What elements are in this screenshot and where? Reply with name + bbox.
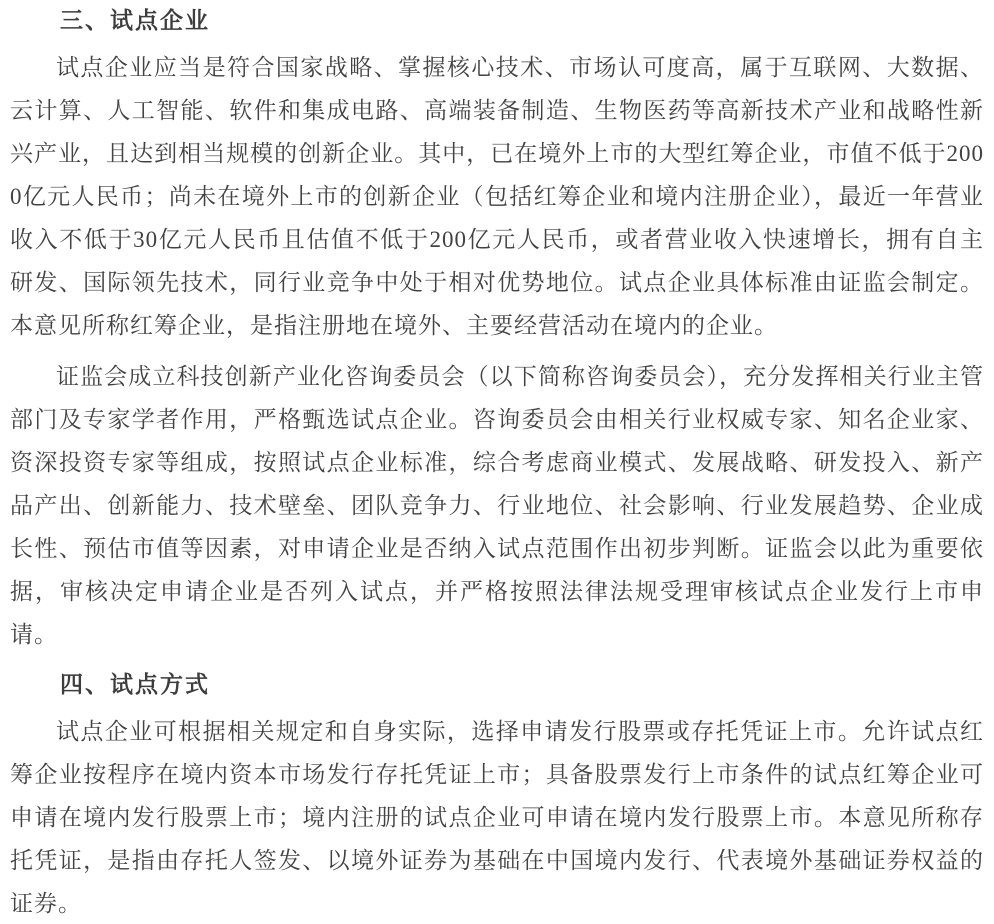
section-heading-pilot-methods: 四、试点方式 xyxy=(60,672,210,697)
section-heading-pilot-enterprises: 三、试点企业 xyxy=(60,8,210,33)
paragraph-pilot-enterprise-criteria: 试点企业应当是符合国家战略、掌握核心技术、市场认可度高，属于互联网、大数据、云计算、人工智能、软件和集成电路、高端装备制造、生物医药等高新技术产业和战略性新兴产业，且达到相当规模的创新企业。其中，已在境外上市的大型红筹企业，市值不低于2000亿元人民币；尚未在境外上市的创新企业（包括红筹企业和境内注册企业），最近一年营业收入不低于30亿元人民币且估值不低于200亿元人民币，或者营业收入快速增长，拥有自主研发、国际领先技术，同行业竞争中处于相对优势地位。试点企业具体标准由证监会制定。本意见所称红筹企业，是指注册地在境外、主要经营活动在境内的企业。 xyxy=(10,55,984,338)
paragraph-advisory-committee: 证监会成立科技创新产业化咨询委员会（以下简称咨询委员会），充分发挥相关行业主管部门及专家学者作用，严格甄选试点企业。咨询委员会由相关行业权威专家、知名企业家、资深投资专家等组成，按照试点企业标准，综合考虑商业模式、发展战略、研发投入、新产品产出、创新能力、技术壁垒、团队竞争力、行业地位、社会影响、行业发展趋势、企业成长性、预估市值等因素，对申请企业是否纳入试点范围作出初步判断。证监会以此为重要依据，审核决定申请企业是否列入试点，并严格按照法律法规受理审核试点企业发行上市申请。 xyxy=(10,364,984,647)
paragraph-pilot-methods: 试点企业可根据相关规定和自身实际，选择申请发行股票或存托凭证上市。允许试点红筹企业按程序在境内资本市场发行存托凭证上市；具备股票发行上市条件的试点红筹企业可申请在境内发行股票上市；境内注册的试点企业可申请在境内发行股票上市。本意见所称存托凭证，是指由存托人签发、以境外证券为基础在中国境内发行、代表境外基础证券权益的证券。 xyxy=(10,719,984,916)
